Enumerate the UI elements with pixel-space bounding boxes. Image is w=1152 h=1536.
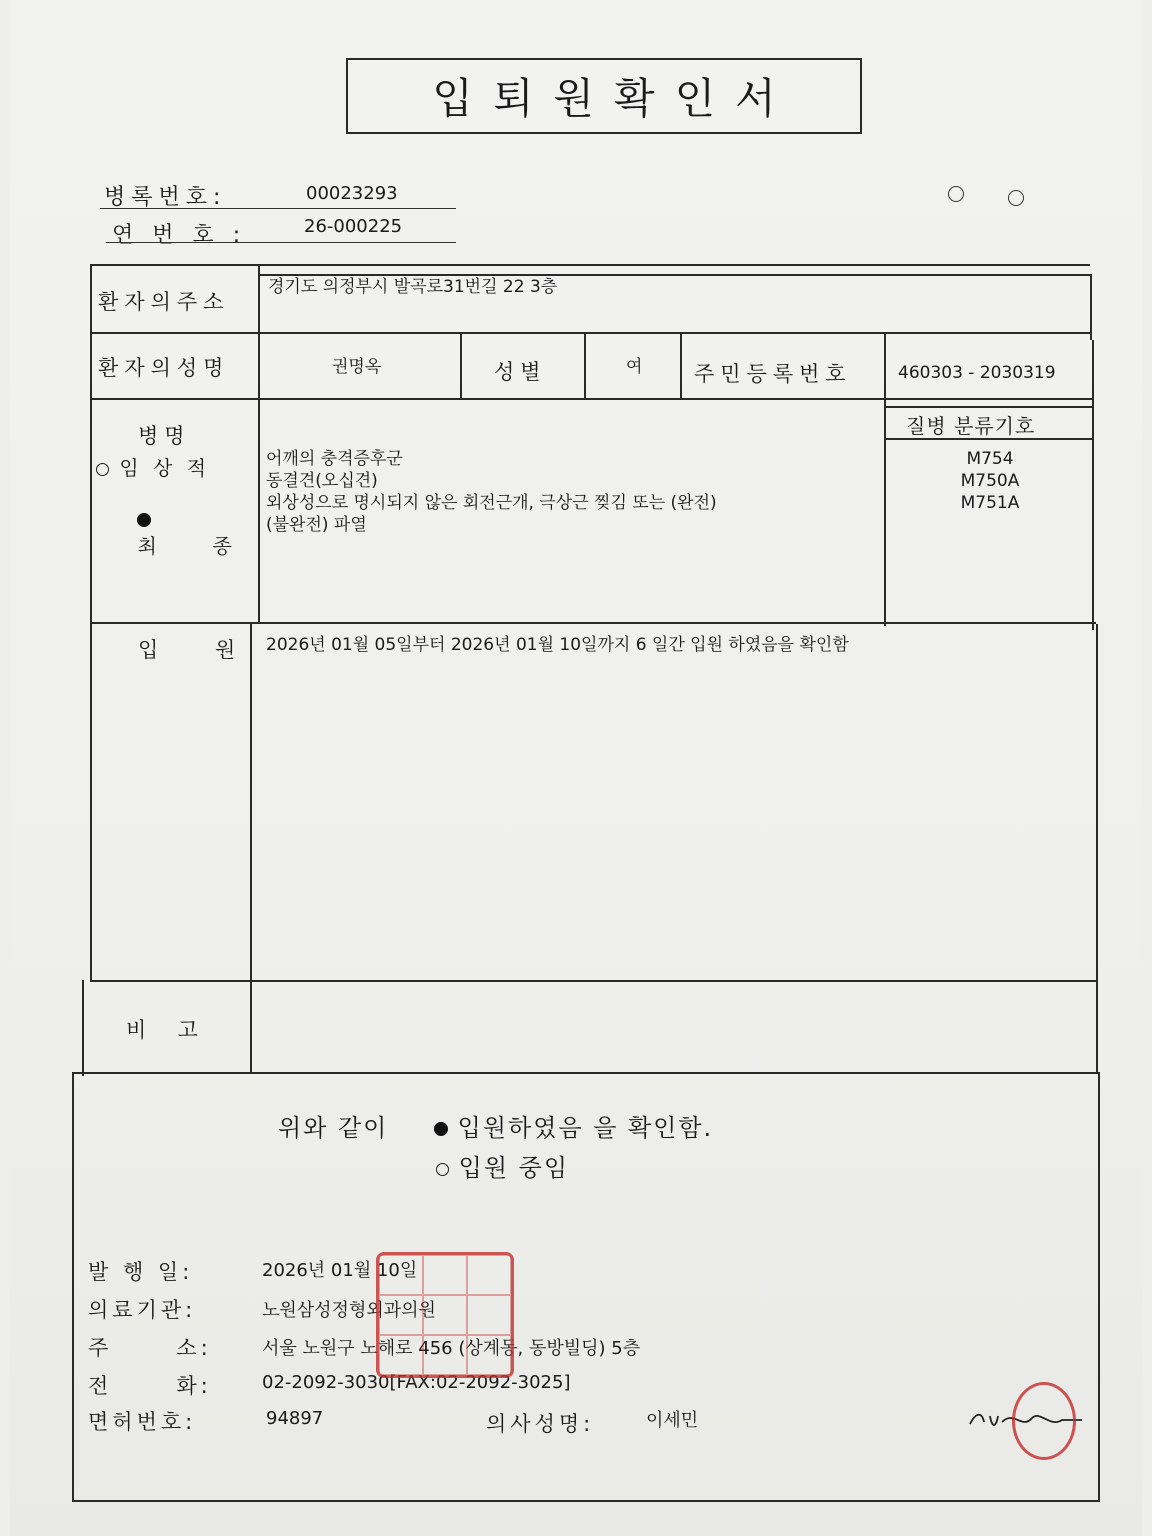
patient-rrn: 460303 - 2030319: [898, 363, 1056, 383]
doctor-name: 이세민: [646, 1410, 699, 1431]
institution-address: 서울 노원구 노해로 456 (상계동, 동방빌딩) 5층: [262, 1338, 641, 1359]
doctor-label: 의사성명:: [486, 1412, 595, 1436]
option-clinical-label: 임 상 적: [119, 456, 211, 480]
radio-checked-icon: [137, 513, 151, 527]
record-number-underline: [100, 208, 456, 209]
phone-number: 02-2092-3030[FAX:02-2092-3025]: [262, 1372, 571, 1393]
record-number: 00023293: [306, 183, 398, 204]
punch-hole-mark: [948, 186, 964, 202]
serial-number-underline: [106, 242, 456, 243]
institution-seal-stamp: [376, 1252, 514, 1378]
radio-unchecked-icon: [96, 463, 109, 476]
sex-label: 성별: [494, 360, 547, 384]
serial-number: 26-000225: [304, 216, 403, 237]
radio-unchecked-icon: [436, 1163, 449, 1176]
disease-code: M750A: [960, 471, 1020, 491]
admission-label: 입 원: [138, 638, 242, 662]
remarks-label: 비 고: [126, 1018, 204, 1042]
license-number: 94897: [266, 1408, 324, 1429]
patient-address: 경기도 의정부시 발곡로31번길 22 3층: [268, 277, 558, 297]
institution-address-label: 주 소:: [88, 1336, 212, 1360]
phone-label: 전 화:: [88, 1374, 212, 1398]
radio-checked-icon: [434, 1122, 448, 1136]
confirmation-selected-label: 입원하였음 을 확인함.: [457, 1114, 714, 1142]
address-label: 환자의주소: [98, 290, 230, 314]
option-clinical: [96, 452, 210, 481]
punch-hole-mark: [1008, 190, 1024, 206]
admission-text: 2026년 01월 05일부터 2026년 01월 10일까지 6 일간 입원 하였음을 확인함: [266, 635, 849, 655]
diagnosis-label: 병명: [138, 424, 191, 448]
rrn-label: 주민등록번호: [694, 362, 852, 386]
confirmation-option-selected: [434, 1108, 713, 1143]
institution-name: 노원삼성정형외과의원: [262, 1300, 436, 1321]
disease-code-list: [890, 448, 1090, 514]
record-number-label: 병록번호:: [104, 185, 227, 210]
issue-date-label: 발 행 일:: [88, 1260, 194, 1284]
disease-code-label: 질병 분류기호: [906, 414, 1036, 438]
option-final: [96, 482, 236, 583]
patient-sex: 여: [626, 357, 643, 377]
issue-date: 2026년 01월 10일: [262, 1260, 418, 1281]
diagnosis-line: 어깨의 충격증후군: [266, 449, 403, 469]
disease-code: M754: [966, 449, 1014, 469]
disease-code: M751A: [960, 493, 1020, 513]
document-page: [10, 0, 1142, 1536]
name-label: 환자의성명: [98, 356, 230, 380]
diagnosis-line: 동결견(오십견): [266, 471, 378, 491]
serial-number-label: 연 번 호 :: [112, 223, 247, 248]
diagnosis-line: (불완전) 파열: [266, 515, 367, 535]
diagnosis-line: 외상성으로 명시되지 않은 회전근개, 극상근 찢김 또는 (완전): [266, 493, 717, 513]
confirmation-prefix: 위와 같이: [278, 1114, 389, 1142]
patient-name: 권명옥: [332, 357, 382, 377]
option-final-label: 최 종: [137, 534, 236, 558]
document-title: 입퇴원확인서: [346, 58, 862, 134]
license-label: 면허번호:: [88, 1410, 197, 1434]
diagnosis-list: [266, 448, 717, 536]
confirmation-other-label: 입원 중임: [458, 1154, 570, 1182]
confirmation-option-other: [436, 1148, 569, 1183]
institution-label: 의료기관:: [88, 1298, 197, 1322]
doctor-seal-stamp: [1012, 1382, 1076, 1460]
